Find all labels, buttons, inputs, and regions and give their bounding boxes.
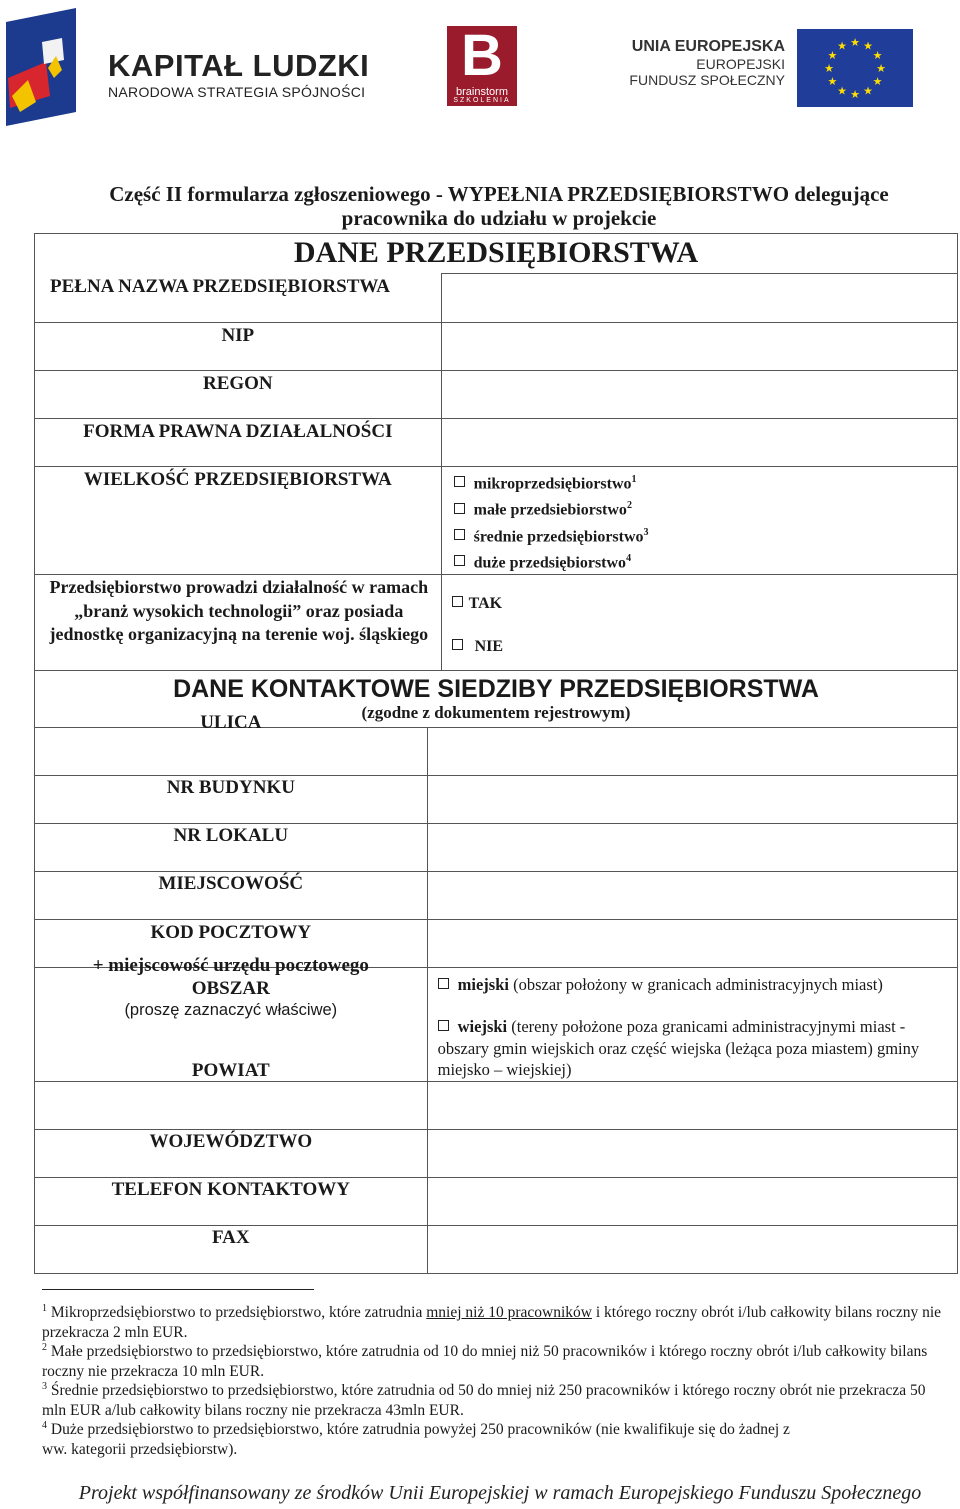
regon-label: REGON: [202, 373, 273, 394]
form-title-line2: pracownika do udziału w projekcie: [341, 206, 657, 230]
county-label-cell: [35, 1059, 428, 1129]
eu-flag-icon: [797, 29, 913, 107]
area-label: OBSZAR: [191, 977, 270, 999]
eu-star-icon: ★: [827, 50, 838, 62]
area-rural-label: wiejski: [457, 1017, 508, 1036]
footnote-1: [42, 1299, 952, 1342]
eu-star-icon: ★: [837, 40, 847, 53]
funding-footer: Projekt współfinansowany ze środków Unii Europejskiej w ramach Europejskiego Funduszu Społecznego: [78, 1482, 922, 1504]
checkbox-icon[interactable]: [438, 1020, 449, 1031]
eu-fund-logo-text: [620, 38, 785, 88]
unit-label-cell: [35, 823, 428, 871]
header-logos: [0, 0, 960, 140]
eu-star-icon: ★: [824, 63, 834, 75]
kapital-ludzki-flag-icon: [6, 8, 80, 126]
eu-star-icon: ★: [837, 85, 847, 98]
area-rural-desc: (tereny położone poza granicami administracyjnymi miast - obszary gmin wiejskich oraz część wiejska (leżąca poza miastem) gminy miejsko – wiejskiej): [437, 1017, 920, 1079]
brainstorm-letter: B: [461, 23, 503, 88]
fax-label: FAX: [211, 1226, 250, 1248]
checkbox-icon[interactable]: [438, 978, 449, 989]
building-label: NR BUDYNKU: [166, 776, 295, 798]
eu-star-icon: ★: [850, 37, 860, 49]
street-input[interactable]: [427, 727, 957, 775]
area-option-rural[interactable]: [438, 1016, 947, 1081]
full-name-label-cell: [35, 274, 442, 323]
fax-input[interactable]: [427, 1225, 957, 1273]
form-title: [40, 182, 958, 230]
city-label-cell: [35, 871, 428, 919]
footnote-3: [42, 1377, 952, 1420]
county-label: POWIAT: [191, 1059, 270, 1081]
kapital-ludzki-title: KAPITAŁ LUDZKI: [108, 48, 370, 83]
voivodeship-input[interactable]: [427, 1129, 957, 1177]
footnote-1-underlined: mniej niż 10 pracowników: [426, 1304, 592, 1322]
footnote-ref-2: 2: [626, 500, 632, 512]
size-option-medium[interactable]: [454, 522, 957, 548]
eu-star-icon: ★: [872, 50, 883, 62]
unit-input[interactable]: [427, 823, 957, 871]
eu-star-icon: ★: [827, 76, 838, 88]
footnote-3-text: Średnie przedsiębiorstwo to przedsiębiorstwo, które zatrudnia od 50 do mniej niż 250 pracowników i którego roczny obrót nie przekracza 50 mln EUR a/lub całkowity bilans roczny nie przekracza 43mln EUR.: [42, 1382, 926, 1419]
kapital-ludzki-subtitle: NARODOWA STRATEGIA SPÓJNOŚCI: [108, 84, 366, 100]
kapital-ludzki-logo: [108, 50, 369, 100]
building-label-cell: [35, 775, 428, 823]
size-option-small-label: małe przedsiebiorstwo: [473, 501, 627, 519]
city-label: MIEJSCOWOŚĆ: [158, 872, 304, 894]
city-input[interactable]: [427, 871, 957, 919]
contact-section-subheading: (zgodne z dokumentem rejestrowym): [361, 703, 631, 722]
size-label-cell: [35, 467, 442, 575]
size-option-large[interactable]: [454, 548, 957, 574]
eu-star-icon: ★: [850, 89, 860, 101]
area-options: [427, 967, 957, 1081]
eu-star-icon: ★: [863, 85, 873, 98]
footnote-divider: [42, 1289, 314, 1290]
phone-label: TELEFON KONTAKTOWY: [111, 1178, 351, 1200]
size-option-micro-label: mikroprzedsiębiorstwo: [473, 475, 632, 493]
eu-line2: EUROPEJSKI: [696, 56, 785, 72]
phone-label-cell: [35, 1177, 428, 1225]
legal-form-input[interactable]: [441, 419, 957, 467]
county-input[interactable]: [427, 1081, 957, 1129]
eu-line3: FUNDUSZ SPOŁECZNY: [629, 72, 785, 88]
footnote-ref-3: 3: [643, 526, 649, 538]
regon-input[interactable]: [441, 371, 957, 419]
regon-label-cell: [35, 371, 442, 419]
building-input[interactable]: [427, 775, 957, 823]
brainstorm-name: brainstorm: [456, 86, 508, 98]
size-option-large-label: duże przedsiębiorstwo: [473, 554, 627, 572]
option-yes-label: TAK: [468, 595, 503, 613]
street-label: ULICA: [200, 711, 262, 733]
contact-section-heading: DANE KONTAKTOWE SIEDZIBY PRZEDSIĘBIORSTWA: [173, 675, 819, 703]
company-section-heading: DANE PRZEDSIĘBIORSTWA: [35, 234, 958, 274]
eu-star-icon: ★: [863, 40, 873, 53]
nip-label-cell: [35, 323, 442, 371]
size-options: [441, 467, 957, 575]
fax-label-cell: [35, 1225, 428, 1273]
high-tech-label: Przedsiębiorstwo prowadzi działalność w ramach „branż wysokich technologii” oraz posiada jednostkę organizacyjną na terenie woj. śląskiego: [49, 577, 429, 645]
footnote-ref-4: 4: [626, 552, 632, 564]
footnote-4-text: Duże przedsiębiorstwo to przedsiębiorstwo, które zatrudnia powyżej 250 pracowników (nie kwalifikuje się do żadnej z ww. kategorii przedsiębiorstw).: [42, 1421, 790, 1458]
legal-form-label: FORMA PRAWNA DZIAŁALNOŚCI: [83, 421, 393, 442]
option-yes[interactable]: [452, 595, 957, 638]
footnote-1-text-a: Mikroprzedsiębiorstwo to przedsiębiorstwo, które zatrudnia: [47, 1304, 427, 1322]
voivodeship-label: WOJEWÓDZTWO: [149, 1130, 313, 1152]
voivodeship-label-cell: [35, 1129, 428, 1177]
checkbox-icon[interactable]: [454, 503, 465, 514]
company-data-table: [34, 233, 958, 671]
unit-label: NR LOKALU: [173, 824, 289, 846]
nip-label: NIP: [221, 325, 255, 346]
eu-star-icon: ★: [876, 63, 886, 75]
footnote-2-mark: 2: [42, 1342, 47, 1353]
brainstorm-logo: [447, 23, 517, 106]
area-urban-desc: (obszar położony w granicach administracyjnych miast): [508, 974, 883, 994]
postal-input[interactable]: [427, 919, 957, 967]
postal-label: KOD POCZTOWY: [150, 921, 312, 943]
eu-line1: UNIA EUROPEJSKA: [631, 38, 785, 55]
checkbox-icon[interactable]: [454, 529, 465, 540]
legal-form-label-cell: [35, 419, 442, 467]
checkbox-icon[interactable]: [454, 476, 465, 487]
nip-input[interactable]: [441, 323, 957, 371]
footnote-ref-1: 1: [631, 474, 637, 485]
area-hint: (proszę zaznaczyć właściwe): [124, 1000, 338, 1019]
full-name-input[interactable]: [441, 274, 957, 323]
size-option-medium-label: średnie przedsiębiorstwo: [473, 527, 644, 545]
form-title-line1: Część II formularza zgłoszeniowego - WYPEŁNIA PRZEDSIĘBIORSTWO delegujące: [109, 182, 889, 206]
size-label: WIELKOŚĆ PRZEDSIĘBIORSTWA: [83, 469, 392, 490]
contact-data-table: [34, 652, 958, 1274]
checkbox-icon[interactable]: [454, 555, 465, 566]
footnote-2: [42, 1338, 952, 1381]
phone-input[interactable]: [427, 1177, 957, 1225]
size-option-micro[interactable]: [454, 469, 957, 495]
option-no-label: NIE: [474, 638, 504, 656]
area-urban-label: miejski: [457, 974, 509, 994]
footnote-4-mark: 4: [42, 1420, 47, 1431]
street-label-cell: [35, 711, 428, 775]
footnote-2-text: Małe przedsiębiorstwo to przedsiębiorstwo, które zatrudnia od 10 do mniej niż 50 pracowników i którego roczny obrót i/lub całkowity bilans roczny nie przekracza 10 mln EUR.: [42, 1343, 928, 1380]
eu-star-icon: ★: [872, 76, 883, 88]
footnote-4: [42, 1416, 802, 1459]
checkbox-icon[interactable]: [452, 596, 463, 607]
full-name-label: PEŁNA NAZWA PRZEDSIĘBIORSTWA: [50, 275, 390, 297]
checkbox-icon[interactable]: [452, 639, 463, 650]
brainstorm-tagline: SZKOLENIA: [453, 97, 511, 104]
footnote-1-text-b: i którego roczny obrót i/lub całkowity bilans roczny nie przekracza 2 mln EUR.: [42, 1304, 942, 1341]
size-option-small[interactable]: [454, 495, 957, 521]
area-option-urban[interactable]: [438, 974, 947, 996]
footnote-3-mark: 3: [42, 1381, 47, 1392]
postal-label-line2: + miejscowość urzędu pocztowego: [92, 954, 369, 976]
footnote-1-mark: 1: [42, 1303, 47, 1314]
